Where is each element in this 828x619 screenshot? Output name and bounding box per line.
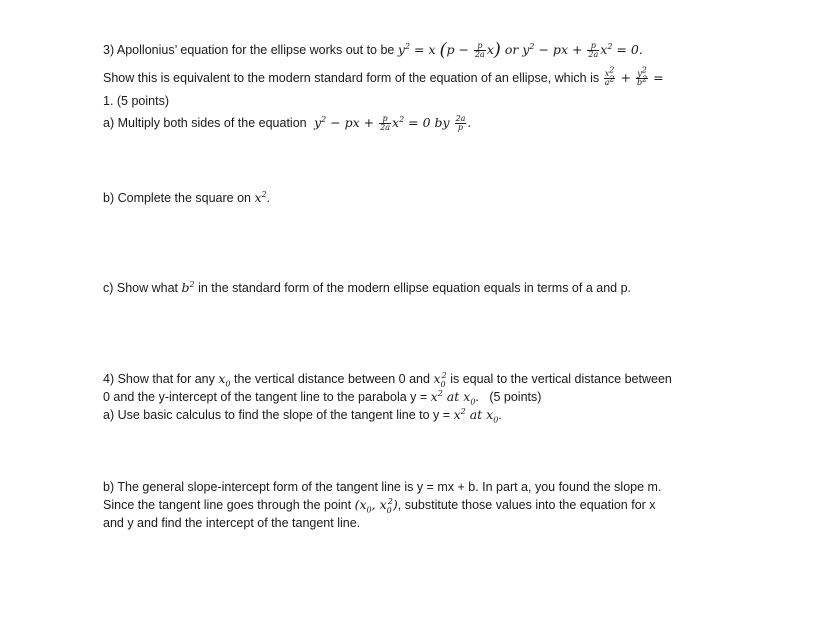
q4-line-2: 0 and the y-intercept of the tangent line to the parabola $y = x^2$ at $x_0$. (5 points) [103,388,542,407]
q4-part-a: a) Use basic calculus to find the slope of the tangent line to $y = x^2$ at $x_0$. [103,406,502,425]
q3-part-b: b) Complete the square on $x^2$. [103,189,271,205]
tangent-expression: $x^2$ at $x_0$ [453,406,499,425]
q3-line1-text: 3) Apollonius’ equation for the ellipse works out to be [103,43,395,57]
q4-part-a-text: a) Use basic calculus to find the slope of the tangent line to y = [103,408,451,422]
q3-part-a-text: a) Multiply both sides of the equation [103,116,307,130]
q3-line-3: 1. (5 points) [103,94,170,108]
q4-line1-pre: 4) Show that for any [103,372,215,386]
q4-points: (5 points) [489,390,542,404]
q3-part-c-pre: c) Show what [103,281,179,295]
q3-line2-text: Show this is equivalent to the modern standard form of the equation of an ellipse, which is [103,71,600,85]
q3-line-1 [103,39,643,61]
q3-part-c-post: in the standard form of the modern ellipse equation equals in terms of a and p. [198,281,632,295]
q4-part-b-line-1: b) The general slope-intercept form of the tangent line is y = mx + b. In part a, you found the slope m. [103,480,662,494]
q4-part-b-line-2: Since the tangent line goes through the point ($x_0$, $x_0^2$), substitute those values into the equation for x [103,496,656,515]
apollonius-equation: $y^2 = x$ (p − $\frac{p}{2a}$ x) or $y^2$ − px + $\frac{p}{2a}$ $x^2 = 0$. [397,39,643,61]
point-x0-x0squared: ($x_0$, $x_0^2$) [354,496,398,515]
q3-line-2 [103,65,664,87]
x-squared: $x^2$ [254,189,267,205]
q3-part-c [103,280,631,296]
ellipse-standard-form: $\frac{x^2}{a^2}$ + $\frac{y^2}{b^2}$ = [604,65,664,87]
parabola-expression: $x^2$ at $x_0$ [430,388,476,407]
q4-line1-post: is equal to the vertical distance between [450,372,672,386]
q3-part-a [103,115,471,132]
q3-part-a-equation: $y^2$ − px + $\frac{p}{2a}$ $x^2 = 0$ by $\frac{2a}{p}$ . [310,114,472,132]
q4-line-1 [103,371,672,387]
b-squared: $b^2$ [181,279,195,295]
q4-line1-mid: the vertical distance between 0 and [234,372,430,386]
q4-part-b-line2-pre: Since the tangent line goes through the point [103,498,352,512]
q4-part-b-line-3: and y and find the intercept of the tangent line. [103,516,361,530]
x0-squared: $x_0^2$ [433,370,447,389]
q3-part-b-text: b) Complete the square on [103,191,252,205]
x0-symbol: $x_0$ [218,371,231,389]
q4-part-b-line2-post: substitute those values into the equation for x [404,498,656,512]
q4-line2-pre: 0 and the y-intercept of the tangent line to the parabola y = [103,390,428,404]
